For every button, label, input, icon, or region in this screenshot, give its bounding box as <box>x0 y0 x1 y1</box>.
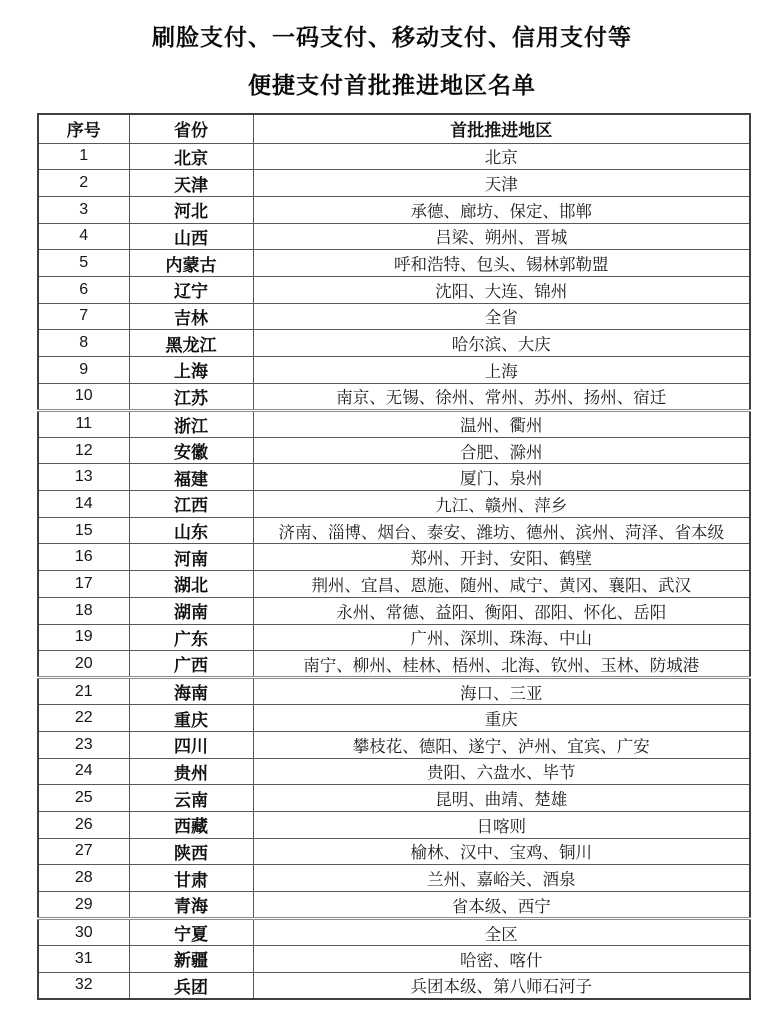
table-row <box>38 250 750 277</box>
cell-province: 辽宁 <box>129 276 253 303</box>
cell-regions: 榆林、汉中、宝鸡、铜川 <box>253 838 750 865</box>
header-cell-regions: 首批推进地区 <box>253 114 750 143</box>
cell-province: 湖北 <box>129 571 253 598</box>
cell-regions: 吕梁、朔州、晋城 <box>253 223 750 250</box>
cell-regions: 全省 <box>253 303 750 330</box>
cell-province: 浙江 <box>129 410 253 437</box>
cell-province: 云南 <box>129 785 253 812</box>
cell-regions: 济南、淄博、烟台、泰安、潍坊、德州、滨州、菏泽、省本级 <box>253 517 750 544</box>
cell-regions: 广州、深圳、珠海、中山 <box>253 624 750 651</box>
cell-regions: 上海 <box>253 357 750 384</box>
cell-province: 河南 <box>129 544 253 571</box>
header-row <box>38 114 750 143</box>
cell-regions: 南宁、柳州、桂林、梧州、北海、钦州、玉林、防城港 <box>253 651 750 678</box>
cell-serial-number: 27 <box>38 838 129 865</box>
cell-regions: 贵阳、六盘水、毕节 <box>253 758 750 785</box>
cell-serial-number: 25 <box>38 785 129 812</box>
cell-regions: 兰州、嘉峪关、酒泉 <box>253 865 750 892</box>
header-cell-province: 省份 <box>129 114 253 143</box>
cell-province: 内蒙古 <box>129 250 253 277</box>
table-row <box>38 705 750 732</box>
cell-serial-number: 3 <box>38 196 129 223</box>
table-row <box>38 571 750 598</box>
cell-serial-number: 23 <box>38 731 129 758</box>
header-cell-no: 序号 <box>38 114 129 143</box>
cell-province: 海南 <box>129 678 253 705</box>
table-row <box>38 383 750 410</box>
cell-regions: 厦门、泉州 <box>253 464 750 491</box>
cell-serial-number: 17 <box>38 571 129 598</box>
table-row <box>38 731 750 758</box>
cell-regions: 哈尔滨、大庆 <box>253 330 750 357</box>
cell-province: 安徽 <box>129 437 253 464</box>
cell-serial-number: 24 <box>38 758 129 785</box>
cell-regions: 天津 <box>253 170 750 197</box>
cell-regions: 全区 <box>253 919 750 946</box>
table-row <box>38 196 750 223</box>
table-row <box>38 972 750 999</box>
table-row <box>38 357 750 384</box>
cell-regions: 哈密、喀什 <box>253 946 750 973</box>
table-row <box>38 330 750 357</box>
cell-province: 新疆 <box>129 946 253 973</box>
cell-serial-number: 22 <box>38 705 129 732</box>
cell-serial-number: 8 <box>38 330 129 357</box>
cell-province: 四川 <box>129 731 253 758</box>
cell-province: 甘肃 <box>129 865 253 892</box>
cell-serial-number: 9 <box>38 357 129 384</box>
cell-province: 贵州 <box>129 758 253 785</box>
cell-province: 福建 <box>129 464 253 491</box>
table-body <box>38 143 750 999</box>
cell-regions: 省本级、西宁 <box>253 892 750 919</box>
cell-regions: 郑州、开封、安阳、鹤壁 <box>253 544 750 571</box>
cell-province: 吉林 <box>129 303 253 330</box>
cell-regions: 九江、赣州、萍乡 <box>253 491 750 518</box>
cell-serial-number: 14 <box>38 491 129 518</box>
region-table <box>37 113 751 1000</box>
cell-province: 西藏 <box>129 811 253 838</box>
table-row <box>38 143 750 170</box>
cell-regions: 攀枝花、德阳、遂宁、泸州、宜宾、广安 <box>253 731 750 758</box>
table-row <box>38 811 750 838</box>
table-row <box>38 892 750 919</box>
table-row <box>38 223 750 250</box>
cell-regions: 合肥、滁州 <box>253 437 750 464</box>
cell-province: 广东 <box>129 624 253 651</box>
cell-serial-number: 6 <box>38 276 129 303</box>
table-row <box>38 517 750 544</box>
cell-serial-number: 10 <box>38 383 129 410</box>
cell-regions: 日喀则 <box>253 811 750 838</box>
cell-regions: 海口、三亚 <box>253 678 750 705</box>
document-title <box>0 26 784 97</box>
cell-province: 湖南 <box>129 597 253 624</box>
cell-serial-number: 29 <box>38 892 129 919</box>
cell-serial-number: 26 <box>38 811 129 838</box>
cell-serial-number: 12 <box>38 437 129 464</box>
table-row <box>38 919 750 946</box>
cell-province: 山东 <box>129 517 253 544</box>
cell-serial-number: 21 <box>38 678 129 705</box>
cell-regions: 承德、廊坊、保定、邯郸 <box>253 196 750 223</box>
cell-province: 重庆 <box>129 705 253 732</box>
title-line-1: 刷脸支付、一码支付、移动支付、信用支付等 <box>152 24 632 50</box>
cell-serial-number: 7 <box>38 303 129 330</box>
table-row <box>38 946 750 973</box>
table-row <box>38 758 750 785</box>
cell-province: 江西 <box>129 491 253 518</box>
cell-serial-number: 4 <box>38 223 129 250</box>
table-row <box>38 544 750 571</box>
cell-regions: 荆州、宜昌、恩施、随州、咸宁、黄冈、襄阳、武汉 <box>253 571 750 598</box>
cell-regions: 沈阳、大连、锦州 <box>253 276 750 303</box>
table-row <box>38 838 750 865</box>
cell-serial-number: 30 <box>38 919 129 946</box>
table-row <box>38 410 750 437</box>
table-row <box>38 865 750 892</box>
cell-regions: 重庆 <box>253 705 750 732</box>
cell-province: 陕西 <box>129 838 253 865</box>
table-row <box>38 624 750 651</box>
cell-serial-number: 1 <box>38 143 129 170</box>
cell-province: 黑龙江 <box>129 330 253 357</box>
cell-province: 广西 <box>129 651 253 678</box>
cell-serial-number: 19 <box>38 624 129 651</box>
table-row <box>38 303 750 330</box>
table-row <box>38 651 750 678</box>
cell-serial-number: 13 <box>38 464 129 491</box>
cell-province: 上海 <box>129 357 253 384</box>
cell-regions: 呼和浩特、包头、锡林郭勒盟 <box>253 250 750 277</box>
cell-regions: 昆明、曲靖、楚雄 <box>253 785 750 812</box>
table-row <box>38 785 750 812</box>
cell-serial-number: 16 <box>38 544 129 571</box>
cell-serial-number: 18 <box>38 597 129 624</box>
table-row <box>38 437 750 464</box>
cell-serial-number: 20 <box>38 651 129 678</box>
cell-serial-number: 31 <box>38 946 129 973</box>
table-header <box>38 114 750 143</box>
table-row <box>38 276 750 303</box>
cell-province: 宁夏 <box>129 919 253 946</box>
table-row <box>38 464 750 491</box>
cell-serial-number: 2 <box>38 170 129 197</box>
cell-province: 山西 <box>129 223 253 250</box>
cell-regions: 兵团本级、第八师石河子 <box>253 972 750 999</box>
cell-province: 北京 <box>129 143 253 170</box>
cell-regions: 温州、衢州 <box>253 410 750 437</box>
cell-serial-number: 15 <box>38 517 129 544</box>
cell-regions: 南京、无锡、徐州、常州、苏州、扬州、宿迁 <box>253 383 750 410</box>
cell-province: 河北 <box>129 196 253 223</box>
cell-province: 青海 <box>129 892 253 919</box>
cell-province: 天津 <box>129 170 253 197</box>
table-row <box>38 597 750 624</box>
table-row <box>38 170 750 197</box>
cell-province: 江苏 <box>129 383 253 410</box>
cell-regions: 北京 <box>253 143 750 170</box>
cell-province: 兵团 <box>129 972 253 999</box>
cell-serial-number: 5 <box>38 250 129 277</box>
table-row <box>38 678 750 705</box>
table-row <box>38 491 750 518</box>
cell-regions: 永州、常德、益阳、衡阳、邵阳、怀化、岳阳 <box>253 597 750 624</box>
cell-serial-number: 28 <box>38 865 129 892</box>
title-line-2: 便捷支付首批推进地区名单 <box>248 72 536 98</box>
cell-serial-number: 11 <box>38 410 129 437</box>
cell-serial-number: 32 <box>38 972 129 999</box>
